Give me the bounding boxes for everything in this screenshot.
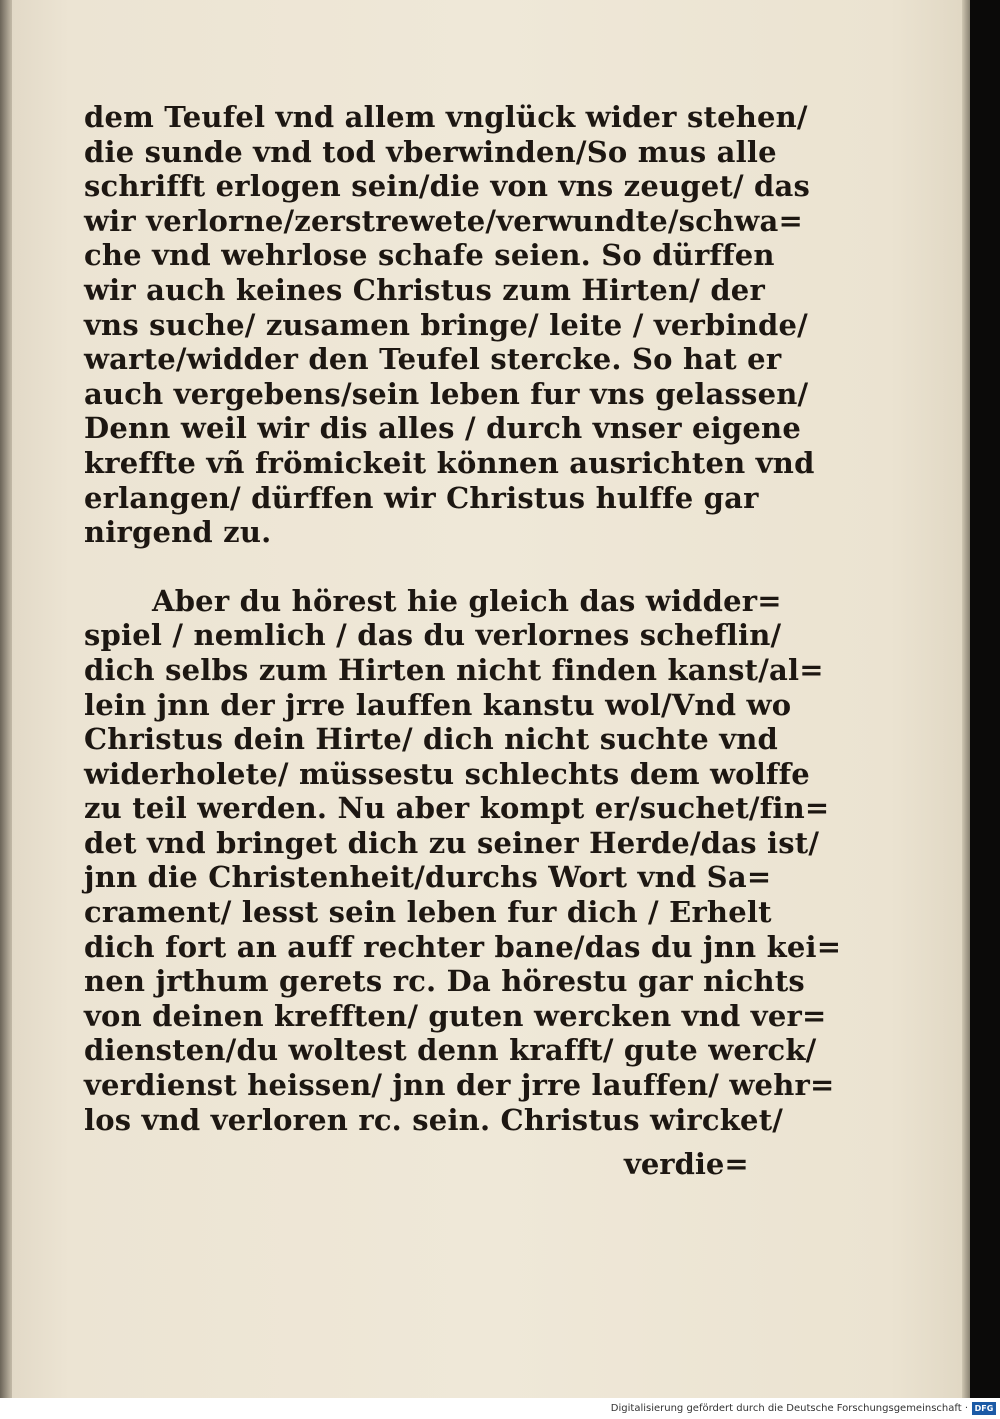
text-line: diensten/du woltest denn krafft/ gute werck/	[84, 1033, 817, 1068]
funding-credit: Digitalisierung gefördert durch die Deutsche Forschungsgemeinschaft ·	[610, 1403, 968, 1414]
text-line: nen jrthum gerets rc. Da hörestu gar nichts	[84, 964, 805, 999]
text-line: jnn die Christenheit/durchs Wort vnd Sa=	[84, 860, 772, 895]
text-line: det vnd bringet dich zu seiner Herde/das ist/	[84, 825, 820, 860]
paragraph-gap	[84, 550, 744, 584]
text-line: vns suche/ zusamen bringe/ leite / verbinde/	[84, 307, 808, 342]
text-line: von deinen krefften/ guten wercken vnd ver=	[84, 998, 827, 1033]
text-line: dich selbs zum Hirten nicht finden kanst/al=	[84, 652, 824, 687]
text-line: che vnd wehrlose schafe seien. So dürffen	[84, 238, 775, 273]
text-line: schrifft erlogen sein/die von vns zeuget/ das	[84, 169, 811, 204]
page-edge	[962, 0, 970, 1398]
page-text	[84, 100, 842, 1137]
text-line: verdienst heissen/ jnn der jrre lauffen/ wehr=	[84, 1068, 835, 1103]
text-line: lein jnn der jrre lauffen kanstu wol/Vnd wo	[84, 687, 792, 722]
text-line: widerholete/ müssestu schlechts dem wolffe	[84, 756, 810, 791]
text-line: die sunde vnd tod vberwinden/So mus alle	[84, 134, 777, 169]
text-line: Denn weil wir dis alles / durch vnser eigene	[84, 411, 801, 446]
text-line: los vnd verloren rc. sein. Christus wircket/	[84, 1102, 784, 1137]
text-line: dem Teufel vnd allem vnglück wider stehen/	[84, 100, 808, 134]
catchword: verdie=	[624, 1147, 749, 1181]
text-line: wir verlorne/zerstrewete/verwundte/schwa=	[84, 203, 803, 238]
text-line: Christus dein Hirte/ dich nicht suchte vnd	[84, 722, 779, 757]
text-line: dich fort an auff rechter bane/das du jnn kei=	[84, 929, 842, 964]
text-line: Aber du hörest hie gleich das widder=	[152, 583, 782, 618]
text-line: warte/widder den Teufel stercke. So hat er	[84, 342, 782, 377]
text-line: spiel / nemlich / das du verlornes scheflin/	[84, 618, 782, 653]
text-line: erlangen/ dürffen wir Christus hulffe gar	[84, 480, 759, 515]
paragraph-1	[84, 100, 815, 550]
text-line: crament/ lesst sein leben fur dich / Erhelt	[84, 895, 772, 930]
text-line: krеffte vñ frömickeit können ausrichten vnd	[84, 445, 815, 480]
dfg-logo: DFG	[972, 1402, 996, 1415]
paragraph-2	[84, 583, 842, 1138]
text-line: wir auch keines Christus zum Hirten/ der	[84, 272, 765, 307]
text-line: auch vergebens/sein leben fur vns gelassen/	[84, 376, 809, 411]
text-line: nirgend zu.	[84, 515, 272, 550]
text-line: zu teil werden. Nu aber kompt er/suchet/fin=	[84, 791, 830, 826]
